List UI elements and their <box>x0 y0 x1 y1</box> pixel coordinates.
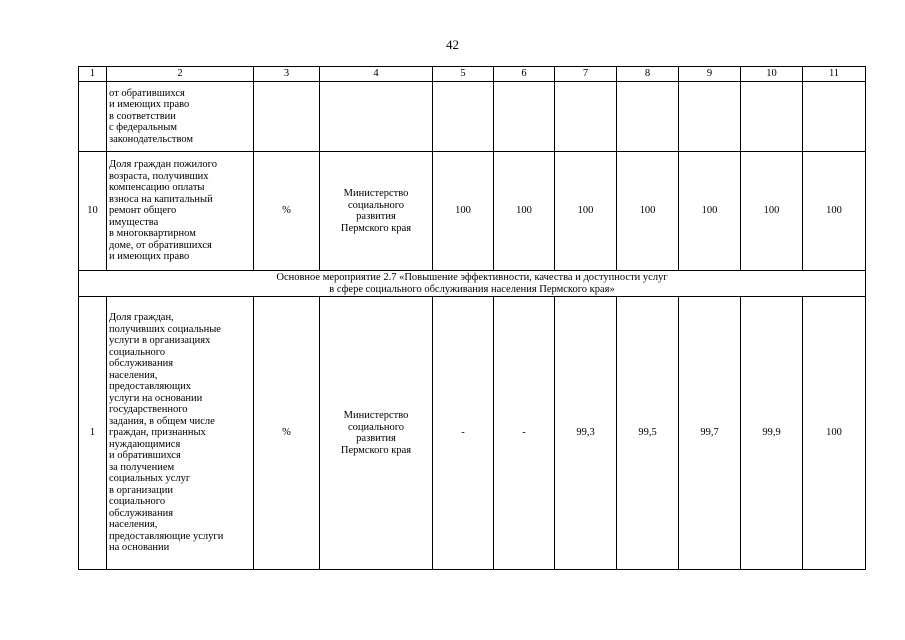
name-line: обслуживания <box>109 358 174 370</box>
subsection-row <box>79 271 866 297</box>
value-cell: 100 <box>803 297 866 570</box>
value-cell: 99,7 <box>679 297 741 570</box>
name-line: социального <box>109 496 166 508</box>
name-line: Доля граждан пожилого <box>109 159 217 171</box>
page-number: 42 <box>446 37 459 52</box>
value-cell <box>741 82 803 152</box>
column-header: 4 <box>320 67 433 82</box>
executor-line: социального <box>347 199 405 211</box>
value-cell <box>555 82 617 152</box>
column-header: 3 <box>254 67 320 82</box>
column-header: 6 <box>494 67 555 82</box>
name-line: Доля граждан, <box>109 312 174 324</box>
subsection-line: в сфере социального обслуживания населения Пермского края» <box>329 283 615 295</box>
executor-line: Министерство <box>343 410 409 421</box>
name-line: государственного <box>109 404 188 416</box>
name-line: граждан, признанных <box>109 427 206 439</box>
subsection-line: Основное мероприятие 2.7 «Повышение эффективности, качества и доступности услуг <box>276 271 668 283</box>
name-line: предоставляющих <box>109 381 191 393</box>
value-cell: - <box>433 297 494 570</box>
value-cell: 100 <box>617 152 679 271</box>
value-cell <box>679 82 741 152</box>
table-row-10 <box>79 152 866 271</box>
name-line: от обратившихся <box>109 87 185 99</box>
name-line: задания, в общем числе <box>109 415 215 427</box>
column-header: 7 <box>555 67 617 82</box>
executor-cell <box>320 152 433 271</box>
value-cell: 100 <box>494 152 555 271</box>
executor-line: социального <box>347 421 405 433</box>
name-line: социальных услуг <box>109 473 191 485</box>
unit-cell: % <box>254 152 320 271</box>
indicator-name-cell <box>107 82 254 152</box>
name-line: за получением <box>109 461 175 473</box>
name-line: получивших социальные <box>109 323 221 335</box>
name-line: населения, <box>109 519 158 531</box>
column-header: 2 <box>107 67 254 82</box>
column-header: 5 <box>433 67 494 82</box>
name-line: с федеральным <box>109 122 177 134</box>
indicators-table <box>78 66 866 570</box>
executor-line: Пермского края <box>340 222 412 234</box>
name-line: населения, <box>109 369 158 381</box>
table-row-continuation <box>79 82 866 152</box>
value-cell: 100 <box>741 152 803 271</box>
name-line: услуги на основании <box>109 392 203 404</box>
name-line: возраста, получивших <box>109 170 209 182</box>
value-cell <box>494 82 555 152</box>
name-line: на основании <box>109 542 170 554</box>
row-number-cell: 1 <box>79 297 107 570</box>
column-header: 10 <box>741 67 803 82</box>
value-cell: 100 <box>433 152 494 271</box>
name-line: доме, от обратившихся <box>109 239 212 251</box>
name-line: и имеющих право <box>109 99 190 111</box>
value-cell: - <box>494 297 555 570</box>
name-line: в соответствии <box>109 110 176 122</box>
value-cell: 99,9 <box>741 297 803 570</box>
name-line: социального <box>109 346 166 358</box>
unit-cell <box>254 82 320 152</box>
executor-cell <box>320 82 433 152</box>
table-row-1 <box>79 297 866 570</box>
value-cell <box>803 82 866 152</box>
name-line: ремонт общего <box>109 205 177 217</box>
value-cell: 99,3 <box>555 297 617 570</box>
indicator-name-cell <box>107 152 254 271</box>
executor-cell <box>320 297 433 570</box>
value-cell <box>433 82 494 152</box>
name-line: законодательством <box>109 133 194 145</box>
column-header: 1 <box>79 67 107 82</box>
row-number-cell <box>79 82 107 152</box>
value-cell: 100 <box>679 152 741 271</box>
name-line: обслуживания <box>109 507 174 519</box>
column-header: 9 <box>679 67 741 82</box>
column-header: 11 <box>803 67 866 82</box>
value-cell: 100 <box>555 152 617 271</box>
executor-line: развития <box>356 211 396 222</box>
header-row <box>79 67 866 82</box>
name-line: в организации <box>109 484 173 496</box>
row-number-cell: 10 <box>79 152 107 271</box>
executor-line: Пермского края <box>340 444 412 456</box>
column-header: 8 <box>617 67 679 82</box>
value-cell <box>617 82 679 152</box>
value-cell: 99,5 <box>617 297 679 570</box>
name-line: услуги в организациях <box>109 335 211 347</box>
name-line: и имеющих право <box>109 251 190 263</box>
name-line: взноса на капитальный <box>109 193 213 205</box>
unit-cell: % <box>254 297 320 570</box>
value-cell: 100 <box>803 152 866 271</box>
name-line: нуждающимися <box>109 438 181 450</box>
executor-line: развития <box>356 433 396 444</box>
name-line: предоставляющие услуги <box>109 530 224 542</box>
executor-line: Министерство <box>343 188 409 199</box>
name-line: в многоквартирном <box>109 228 196 240</box>
name-line: компенсацию оплаты <box>109 182 205 194</box>
name-line: и обратившихся <box>109 450 181 462</box>
indicator-name-cell <box>107 297 254 570</box>
subsection-heading <box>79 271 866 297</box>
name-line: имущества <box>109 216 159 228</box>
